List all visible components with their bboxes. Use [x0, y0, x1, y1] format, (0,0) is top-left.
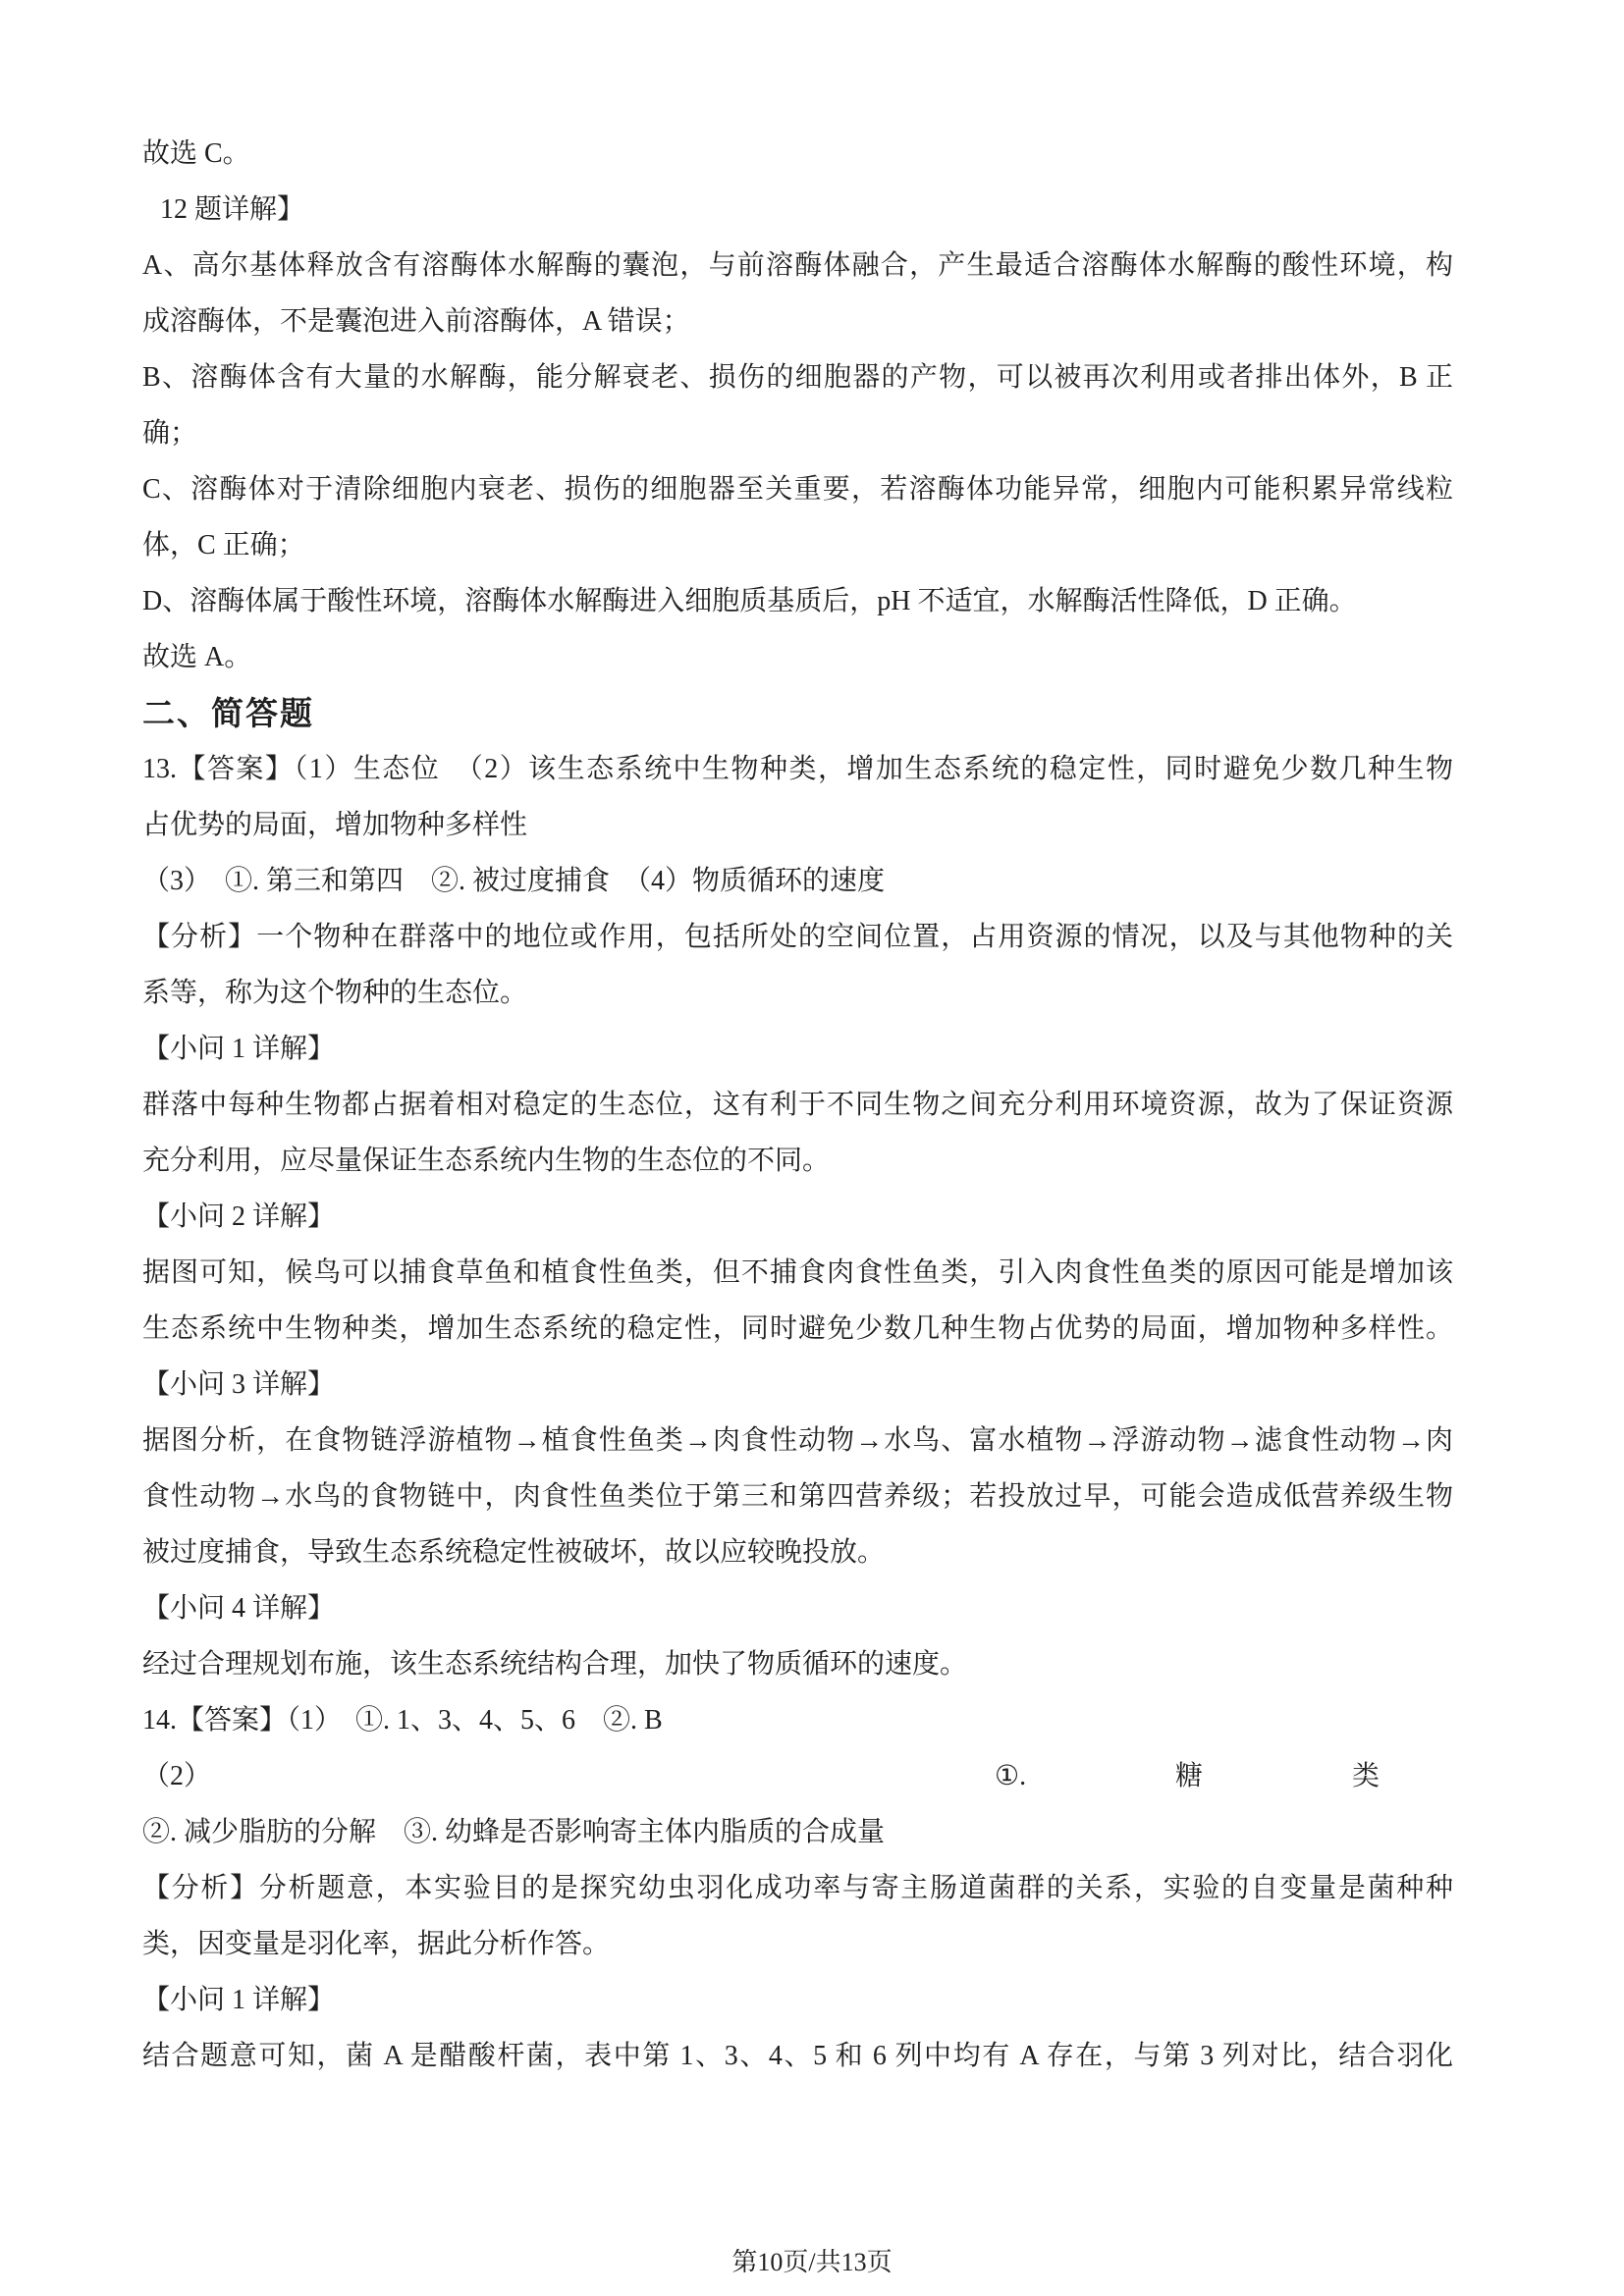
option-c-analysis-line-2: 体，C 正确； — [142, 530, 305, 561]
subquestion-1-detail-line-2: 充分利用，应尽量保证生态系统内生物的生态位的不同。 — [142, 1146, 831, 1176]
answer-14-line-3: ②. 减少脂肪的分解 ③. 幼蜂是否影响寄主体内脂质的合成量 — [142, 1817, 886, 1847]
answer-segment: （2） — [142, 1761, 212, 1791]
answer-13-line-1: 13.【答案】（1）生态位 （2）该生态系统中生物种类，增加生态系统的稳定性，同时避免少数几种生物 — [142, 754, 1453, 784]
subquestion-4-detail-line-1: 经过合理规划布施，该生态系统结构合理，加快了物质循环的速度。 — [142, 1649, 968, 1680]
option-a-analysis-line-2: 成溶酶体，不是囊泡进入前溶酶体，A 错误； — [142, 306, 690, 337]
section-heading-short-answer: 二、简答题 — [142, 695, 314, 731]
subquestion-1-label-q14: 【小问 1 详解】 — [142, 1985, 336, 2015]
subquestion-2-detail-line-1: 据图可知，候鸟可以捕食草鱼和植食性鱼类，但不捕食肉食性鱼类，引入肉食性鱼类的原因可能是增加该 — [142, 1257, 1453, 1288]
answer-14-line-2-spread — [142, 1748, 1453, 1804]
conclusion-choice-a: 故选 A。 — [142, 642, 252, 672]
option-c-analysis-line-1: C、溶酶体对于清除细胞内衰老、损伤的细胞器至关重要，若溶酶体功能异常，细胞内可能积累异常线粒 — [142, 474, 1453, 505]
analysis-14-line-1: 【分析】分析题意，本实验目的是探究幼虫羽化成功率与寄主肠道菌群的关系，实验的自变量是菌种种 — [142, 1873, 1453, 1903]
subquestion-3-label-q13: 【小问 3 详解】 — [142, 1369, 336, 1400]
subquestion-1-detail-line-1: 群落中每种生物都占据着相对稳定的生态位，这有利于不同生物之间充分利用环境资源，故为了保证资源 — [142, 1090, 1453, 1120]
subquestion-3-detail-line-3: 被过度捕食，导致生态系统稳定性被破坏，故以应较晚投放。 — [142, 1537, 886, 1568]
subquestion-1-label-q13: 【小问 1 详解】 — [142, 1034, 336, 1064]
answer-14-line-1: 14.【答案】（1） ①. 1、3、4、5、6 ②. B — [142, 1705, 663, 1735]
option-d-analysis: D、溶酶体属于酸性环境，溶酶体水解酶进入细胞质基质后，pH 不适宜，水解酶活性降低，D 正确。 — [142, 586, 1357, 616]
page-body — [142, 126, 1453, 2084]
answer-segment: 糖 — [1175, 1761, 1204, 1791]
subquestion-2-label-q13: 【小问 2 详解】 — [142, 1201, 336, 1232]
option-b-analysis-line-2: 确； — [142, 418, 198, 449]
analysis-14-line-2: 类，因变量是羽化率，据此分析作答。 — [142, 1929, 611, 1959]
analysis-13-line-1: 【分析】一个物种在群落中的地位或作用，包括所处的空间位置，占用资源的情况，以及与其他物种的关 — [142, 922, 1453, 952]
answer-13-line-2: 占优势的局面，增加物种多样性 — [142, 810, 528, 840]
subquestion-3-detail-line-1: 据图分析，在食物链浮游植物→植食性鱼类→肉食性动物→水鸟、富水植物→浮游动物→滤食性动物→肉 — [142, 1425, 1453, 1456]
question-12-detail-label: 12 题详解】 — [160, 194, 305, 225]
subquestion-2-detail-line-2: 生态系统中生物种类，增加生态系统的稳定性，同时避免少数几种生物占优势的局面，增加物种多样性。 — [142, 1313, 1453, 1344]
answer-segment: 类 — [1352, 1761, 1380, 1791]
answer-13-line-3: （3） ①. 第三和第四 ②. 被过度捕食 （4）物质循环的速度 — [142, 866, 886, 896]
option-b-analysis-line-1: B、溶酶体含有大量的水解酶，能分解衰老、损伤的细胞器的产物，可以被再次利用或者排出体外，B 正 — [142, 362, 1453, 393]
answer-segment: ①. — [995, 1761, 1027, 1791]
analysis-13-line-2: 系等，称为这个物种的生态位。 — [142, 978, 528, 1008]
conclusion-choice-c: 故选 C。 — [142, 138, 250, 169]
option-a-analysis-line-1: A、高尔基体释放含有溶酶体水解酶的囊泡，与前溶酶体融合，产生最适合溶酶体水解酶的酸性环境，构 — [142, 250, 1453, 281]
subquestion-3-detail-line-2: 食性动物→水鸟的食物链中，肉食性鱼类位于第三和第四营养级；若投放过早，可能会造成低营养级生物 — [142, 1481, 1453, 1512]
subquestion-1-detail-q14-line-1: 结合题意可知，菌 A 是醋酸杆菌，表中第 1、3、4、5 和 6 列中均有 A 存在，与第 3 列对比，结合羽化 — [142, 2041, 1453, 2071]
subquestion-4-label-q13: 【小问 4 详解】 — [142, 1593, 336, 1624]
page-footer: 第10页/共13页 — [731, 2248, 893, 2276]
